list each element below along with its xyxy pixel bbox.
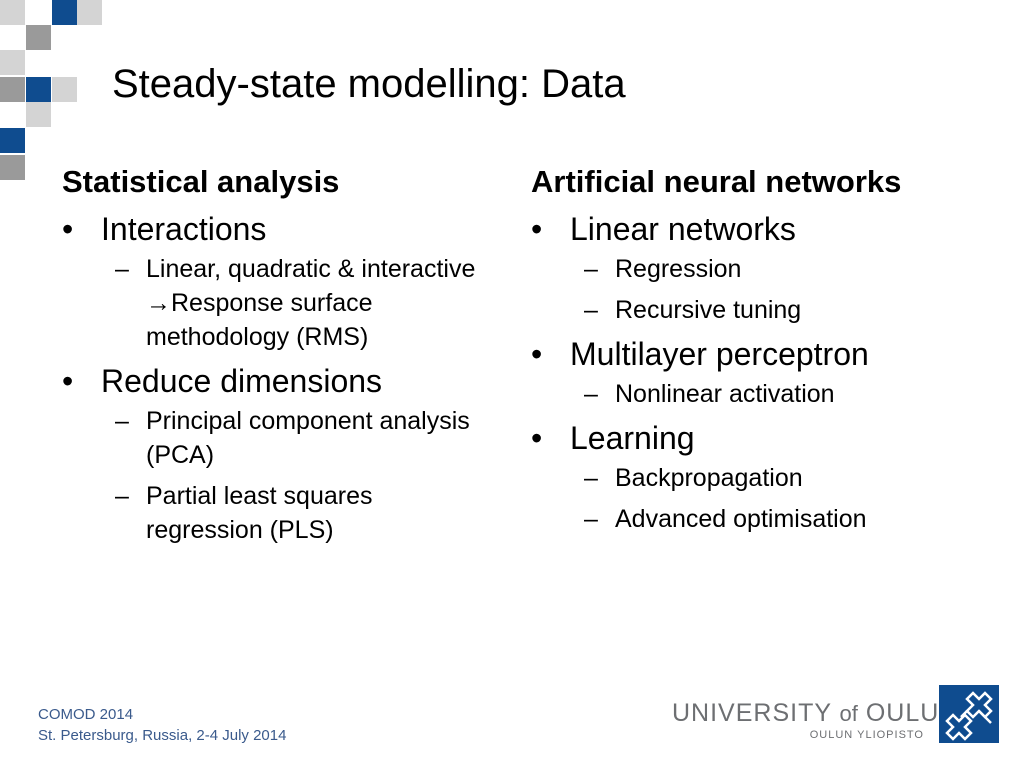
sub-bullet-text: Advanced optimisation: [615, 505, 867, 533]
university-name-part2: OULU: [865, 699, 940, 727]
bullet-glyph: •: [531, 420, 543, 456]
university-name-part1: UNIVERSITY: [672, 699, 832, 727]
bullet-item: [531, 419, 991, 536]
left-column-heading: Statistical analysis: [62, 164, 340, 199]
bullet-text: Multilayer perceptron: [570, 336, 869, 372]
university-logo-text: [672, 698, 940, 741]
sub-bullet-item: [570, 293, 991, 327]
dash-glyph: –: [115, 255, 129, 283]
bullet-glyph: •: [531, 211, 543, 247]
bullet-glyph: •: [62, 211, 74, 247]
sub-bullet-item: [570, 461, 991, 495]
right-column-heading: Artificial neural networks: [531, 164, 902, 199]
bullet-item: [62, 362, 482, 547]
sub-bullet-text: Recursive tuning: [615, 296, 802, 324]
sub-bullet-text: Backpropagation: [615, 464, 803, 492]
dash-glyph: –: [584, 296, 598, 324]
footer-event: COMOD 2014: [38, 706, 134, 723]
footer: [38, 704, 286, 746]
sub-bullet-text: Linear, quadratic & interactive →Response surface methodology (RMS): [146, 255, 476, 351]
sub-bullet-item: [101, 479, 482, 547]
sub-bullet-list: [570, 377, 991, 411]
sub-bullet-list: [570, 461, 991, 536]
sub-bullet-text: Principal component analysis (PCA): [146, 407, 470, 469]
left-bullet-list: [62, 210, 482, 547]
bullet-item: [531, 210, 991, 327]
sub-bullet-list: [101, 404, 482, 547]
dash-glyph: –: [584, 505, 598, 533]
sub-bullet-text: Nonlinear activation: [615, 380, 835, 408]
sub-bullet-list: [101, 252, 482, 354]
dash-glyph: –: [584, 464, 598, 492]
university-name: [672, 698, 940, 729]
university-of-oulu-emblem-icon: [939, 685, 999, 743]
right-column: [531, 162, 991, 544]
bullet-text: Interactions: [101, 211, 267, 247]
bullet-text: Linear networks: [570, 211, 796, 247]
bullet-glyph: •: [62, 363, 74, 399]
dash-glyph: –: [584, 255, 598, 283]
sub-bullet-item: [570, 502, 991, 536]
bullet-item: [62, 210, 482, 354]
slide-title: Steady-state modelling: Data: [112, 62, 626, 106]
bullet-item: [531, 335, 991, 411]
bullet-text: Learning: [570, 420, 695, 456]
footer-location-date: St. Petersburg, Russia, 2-4 July 2014: [38, 727, 287, 744]
sub-bullet-list: [570, 252, 991, 327]
sub-bullet-item: [570, 377, 991, 411]
bullet-glyph: •: [531, 336, 543, 372]
dash-glyph: –: [584, 380, 598, 408]
bullet-text: Reduce dimensions: [101, 363, 383, 399]
right-bullet-list: [531, 210, 991, 536]
sub-bullet-item: [101, 404, 482, 472]
university-subtitle: OULUN YLIOPISTO: [809, 729, 924, 741]
sub-bullet-item: [570, 252, 991, 286]
sub-bullet-text: Regression: [615, 255, 742, 283]
left-column: [62, 162, 482, 555]
sub-bullet-item: [101, 252, 482, 354]
sub-bullet-text: Partial least squares regression (PLS): [146, 482, 373, 544]
university-name-of: of: [839, 701, 858, 726]
dash-glyph: –: [115, 407, 129, 435]
dash-glyph: –: [115, 482, 129, 510]
